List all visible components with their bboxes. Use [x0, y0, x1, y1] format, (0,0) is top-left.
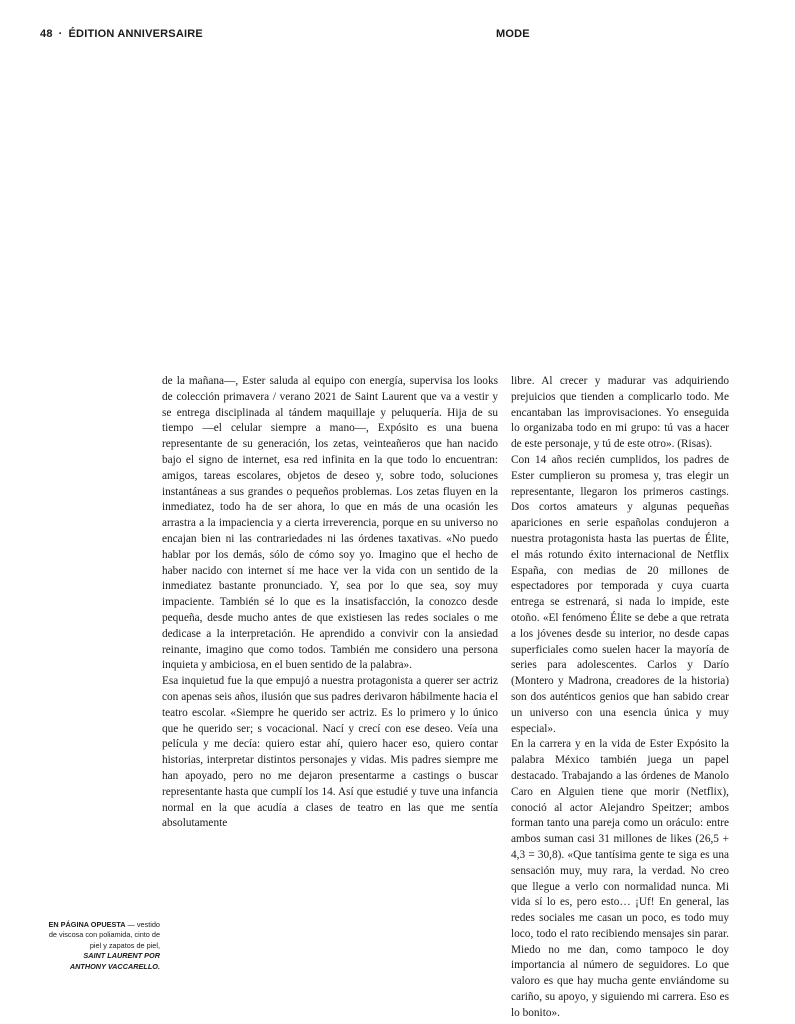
paragraph: libre. Al crecer y madurar vas adquiriendo prejuicios que tienden a complicarlo todo. Me encantaban las improvisaciones. Yo enseguida lo organizaba todo en mi grupo: tú vas a hacer de este personaje, y tú de este otro». (Risas). [511, 375, 729, 451]
photo-caption [40, 920, 160, 972]
section-title: MODE [496, 28, 530, 40]
article-column-right [511, 374, 729, 1022]
paragraph: Esa inquietud fue la que empujó a nuestra protagonista a querer ser actriz con apenas seis años, ilusión que sus padres derivaron hábilmente hacia el teatro escolar. «Siempre he querido ser actriz. Es lo primero y lo único que he querido ser; s vocacional. Nací y crecí con ese deseo. Veía una película y me decía: quiero estar ahí, quiero hacer eso, quiero contar historias, interpretar distintos personajes y vidas. Mis padres siempre me han apoyado, pero no me dejaron presentarme a castings o buscar representante hasta que cumplí los 14. Así que estudié y tuve una infancia normal en la que acudía a clases de teatro en las que me sentía absolutamente [162, 675, 498, 830]
edition-title: ÉDITION ANNIVERSAIRE [68, 28, 203, 40]
paragraph: Con 14 años recién cumplidos, los padres de Ester cumplieron su promesa y, tras elegir un representante, llegaron los primeros castings. Dos cortos amateurs y algunas pequeñas apariciones en serie españolas condujeron a nuestra protagonista hasta las puertas de Élite, el más rotundo éxito internacional de Netflix España, con medias de 20 millones de espectadores por temporada y cuya cuarta entrega se estrenará, si nada lo impide, este otoño. «El fenómeno Élite se debe a que retrata a los jóvenes desde su interior, no desde capas superficiales como suelen hacer la mayoría de series para adolescentes. Carlos y Darío (Montero y Madrona, creadores de la historia) son dos auténticos genios que han sabido crear un universo con una esencia única y muy especial». [511, 453, 729, 735]
caption-label: EN PÁGINA OPUESTA [48, 920, 126, 929]
caption-credit: SAINT LAURENT POR [83, 951, 160, 961]
paragraph: En la carrera y en la vida de Ester Expósito la palabra México también juega un papel destacado. Trabajando a las órdenes de Manolo Caro en Alguien tiene que morir (Netflix), conoció al actor Alejandro Speitzer; ambos forman tanto una pareja como un oráculo: entre ambos suman casi 31 millones de likes (26,5 + 4,3 = 30,8). «Que tantísima gente te siga es una sensación muy, muy rara, la verdad. No creo que llegue a verlo con normalidad nunca. Mi vida sí lo es, pero esto… ¡Uf! En general, las redes sociales me casan un poco, es todo muy loco, todo el rato recibiendo mensajes sin parar. Miedo no me dan, como tampoco le doy importancia al número de seguidores. Lo que valoro es que hay mucha gente enviándome su cariño, su apoyo, y siguiendo mi carrera. Eso es lo bonito». [511, 738, 729, 1019]
article-column-left [162, 374, 498, 832]
folio-separator: · [58, 28, 63, 40]
paragraph: de la mañana—, Ester saluda al equipo con energía, supervisa los looks de colección primavera / verano 2021 de Saint Laurent que va a vestir y se entrega disciplinada al tándem maquillaje y peluquería. Hija de su tiempo —el celular siempre a mano—, Expósito es una buena representante de su generación, los zetas, veinteañeros que han nacido bajo el signo de internet, esa red infinita en la que todo lo encuentran: amigos, tareas escolares, objetos de deseo y, sobre todo, soluciones instantáneas a sus grandes o pequeños problemas. Los zetas fluyen en la inmediatez, todo ha de ser ahora, lo que en más de una ocasión les arrastra a la impaciencia y a cierta irreverencia, porque en su universo no encajan bien ni las contrariedades ni las órdenes taxativas. «No puedo hablar por los demás, sólo de cómo soy yo. Imagino que el hecho de haber nacido con internet sí me hace ver la vida con un sentido de la inmediatez bastante pronunciado. Y, sea por lo que sea, soy muy impaciente. También sé lo que es la insatisfacción, la conozco desde pequeña, desde mucho antes de que existiesen las redes sociales o me dedicase a la interpretación. He aprendido a convivir con la ansiedad reinante, imagino que como todos. También me considero una persona inquieta y ambiciosa, en el buen sentido de la palabra». [162, 375, 498, 672]
caption-credit: ANTHONY VACCARELLO. [69, 961, 160, 971]
page-header [0, 28, 795, 48]
folio [40, 28, 203, 40]
caption-text: — vestido de viscosa con poliamida, cinto de piel y zapatos de piel, [48, 920, 160, 950]
page-number: 48 [40, 28, 53, 40]
